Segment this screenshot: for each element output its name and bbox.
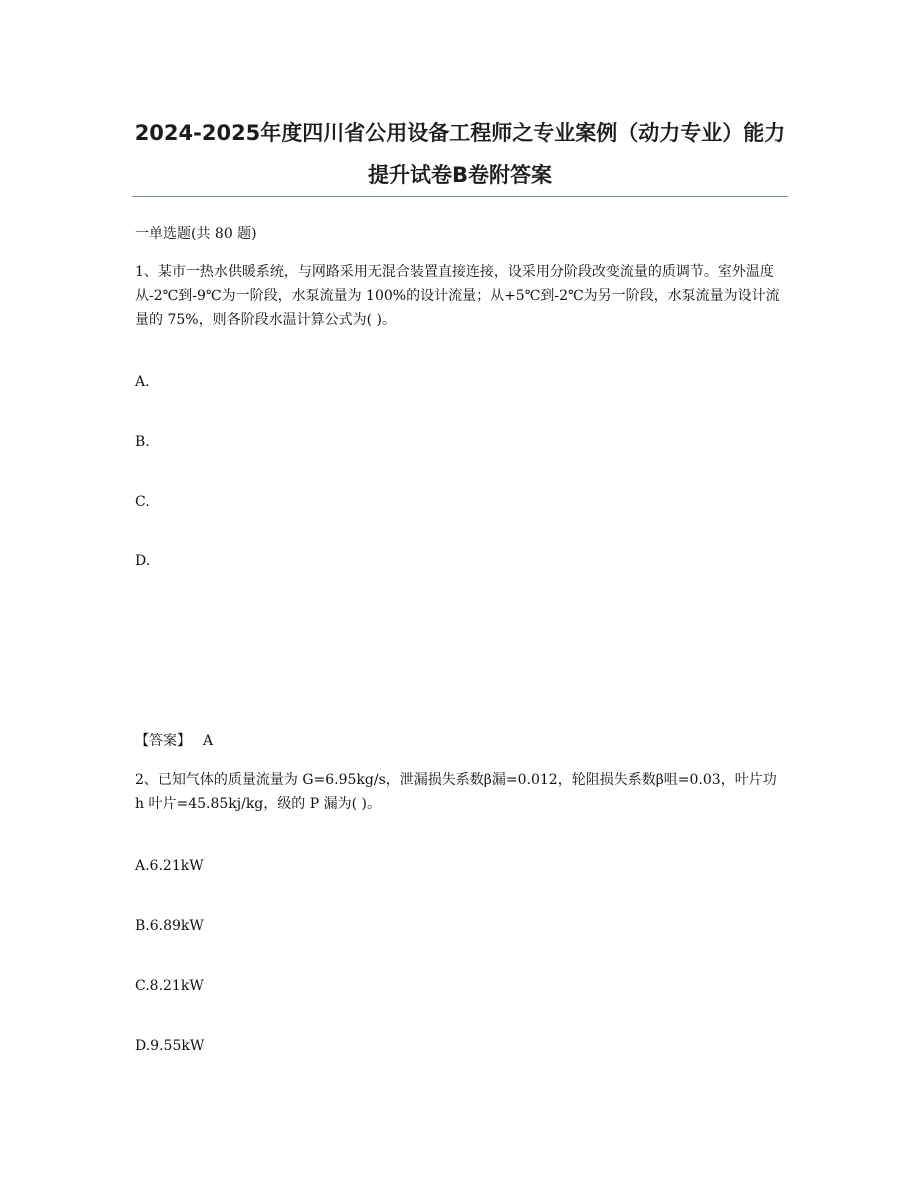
question-1-text: 1、某市一热水供暖系统，与网路采用无混合装置直接连接，设采用分阶段改变流量的质调节。室外温度从-2℃到-9℃为一阶段，水泵流量为 100%的设计流量；从+5℃到-2℃为另一阶段，水泵流量为设计流量的 75%，则各阶段水温计算公式为( )。: [135, 264, 780, 328]
document-title: 2024-2025年度四川省公用设备工程师之专业案例（动力专业）能力提升试卷B卷附答案: [134, 121, 786, 187]
answer-label: 【答案】: [135, 733, 191, 749]
question-1-option-c: C.: [135, 494, 150, 510]
title-divider: [132, 196, 788, 197]
question-1-answer: [135, 730, 213, 752]
section-header: 一单选题(共 80 题): [135, 226, 257, 242]
question-1-option-a: A.: [135, 374, 150, 390]
question-2-option-c: C.8.21kW: [135, 978, 204, 994]
question-1-option-d: D.: [135, 553, 151, 569]
answer-value: A: [203, 733, 214, 749]
question-2-option-a: A.6.21kW: [135, 858, 204, 874]
question-1-option-b: B.: [135, 434, 150, 450]
question-2-option-d: D.9.55kW: [135, 1038, 205, 1054]
question-2-option-b: B.6.89kW: [135, 918, 204, 934]
question-2-text: 2、已知气体的质量流量为 G=6.95kg/s，泄漏损失系数β漏=0.012，轮阻损失系数β咀=0.03，叶片功 h 叶片=45.85kj/kg，级的 P 漏为( )。: [135, 772, 777, 812]
